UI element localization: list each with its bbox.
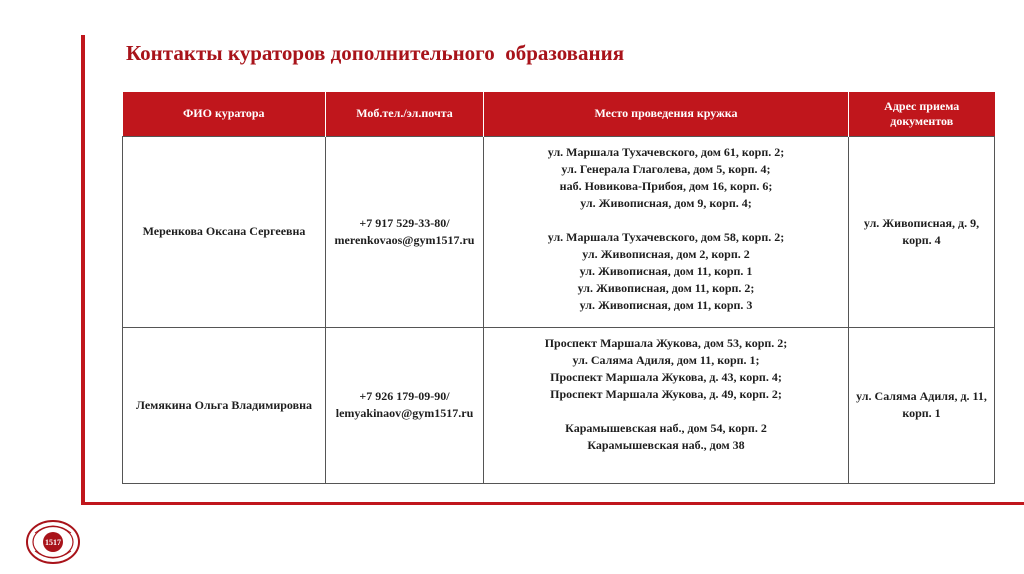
place-line: ул. Маршала Тухачевского, дом 58, корп. 2; — [547, 229, 785, 244]
place-line: ул. Маршала Тухачевского, дом 61, корп. 2; — [547, 144, 785, 159]
table-header-row — [123, 92, 995, 136]
curator-contact: +7 926 179-09-90/ lemyakinaov@gym1517.ru — [326, 327, 484, 483]
place-line: ул. Живописная, дом 9, корп. 4; — [580, 195, 752, 210]
curator-name: Лемякина Ольга Владимировна — [123, 327, 326, 483]
curator-address: ул. Саляма Адиля, д. 11, корп. 1 — [849, 327, 995, 483]
school-emblem-icon — [25, 519, 81, 565]
curator-name: Меренкова Оксана Сергеевна — [123, 136, 326, 327]
place-line: ул. Живописная, дом 11, корп. 3 — [579, 297, 753, 312]
table-row — [123, 136, 995, 327]
place-line: ул. Саляма Адиля, дом 11, корп. 1; — [572, 352, 760, 367]
curator-address: ул. Живописная, д. 9, корп. 4 — [849, 136, 995, 327]
place-gap — [488, 403, 844, 420]
table-row — [123, 327, 995, 483]
header-name: ФИО куратора — [123, 92, 326, 136]
header-places: Место проведения кружка — [484, 92, 849, 136]
place-line: Проспект Маршала Жукова, д. 49, корп. 2; — [550, 386, 782, 401]
curators-table — [122, 92, 995, 484]
page-title: Контакты кураторов дополнительного образования — [126, 41, 625, 65]
place-line: Карамышевская наб., дом 38 — [587, 437, 745, 452]
left-accent-bar — [81, 35, 85, 505]
bottom-accent-bar — [81, 502, 1024, 505]
place-line: ул. Живописная, дом 11, корп. 1 — [579, 263, 753, 278]
header-address: Адрес приема документов — [849, 92, 995, 136]
place-line: Проспект Маршала Жукова, д. 43, корп. 4; — [550, 369, 782, 384]
place-line: Карамышевская наб., дом 54, корп. 2 — [565, 420, 767, 435]
place-line: ул. Живописная, дом 2, корп. 2 — [582, 246, 750, 261]
place-line: ул. Живописная, дом 11, корп. 2; — [577, 280, 755, 295]
curator-places — [484, 136, 849, 327]
place-line: ул. Генерала Глаголева, дом 5, корп. 4; — [561, 161, 771, 176]
header-contact: Моб.тел./эл.почта — [326, 92, 484, 136]
emblem-year: 1517 — [45, 538, 61, 547]
place-line: наб. Новикова-Прибоя, дом 16, корп. 6; — [559, 178, 773, 193]
curator-contact: +7 917 529-33-80/ merenkovaos@gym1517.ru — [326, 136, 484, 327]
curator-places — [484, 327, 849, 483]
place-line: Проспект Маршала Жукова, дом 53, корп. 2; — [544, 335, 788, 350]
place-gap — [488, 212, 844, 229]
